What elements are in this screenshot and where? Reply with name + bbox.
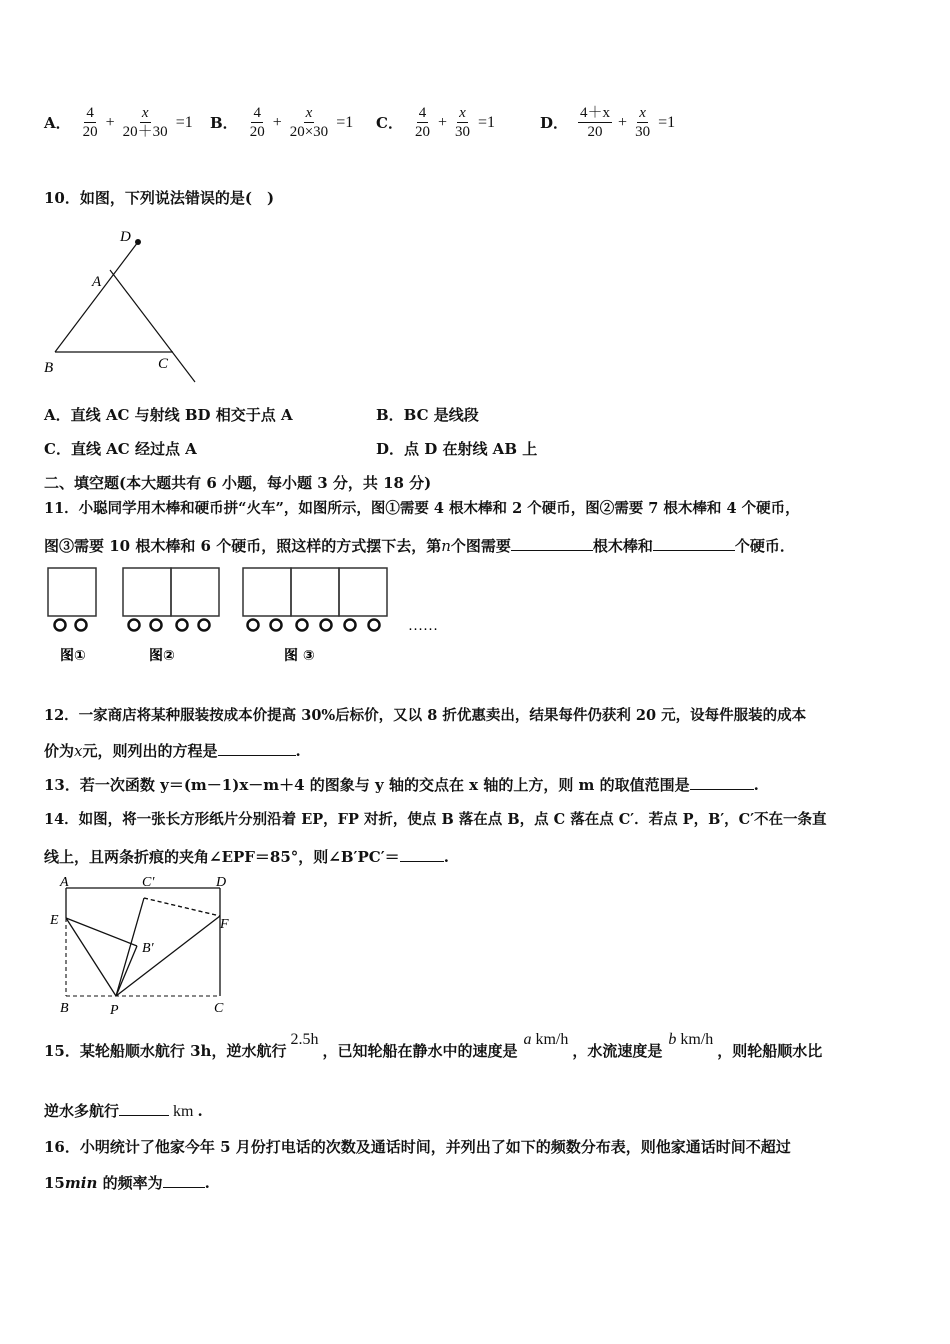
train-car [171,568,219,616]
label-c: C [214,1001,224,1016]
label-c: C [158,356,169,372]
section-heading: 二、填空题(本大题共有 6 小题，每小题 3 分，共 18 分) [44,474,432,492]
seg-eb [66,918,137,946]
fold-fp [116,916,220,996]
fraction: $\frac{4}{20}$ [249,105,265,140]
label-f: F [220,917,229,932]
q9-option-c: C． $\frac{4}{20}$ + $\frac{x}{30}$ =1 [376,105,496,140]
q10-figure [40,222,210,392]
ray-bd [55,242,138,352]
label-b-prime: B′ [142,941,154,956]
answer-blank[interactable] [119,1101,169,1116]
fraction: $\frac{x}{30}$ [454,105,470,140]
fraction: $\frac{4}{20}$ [414,105,430,140]
q10-stem: 10．如图，下列说法错误的是( ) [44,189,275,207]
option-label: A． [44,114,71,132]
answer-blank[interactable] [653,536,735,551]
label-p: P [110,1003,119,1018]
q13: 13．若一次函数 y＝(m－1)x－m＋4 的图象与 y 轴的交点在 x 轴的上方，则 m 的取值范围是 . [44,776,759,794]
seg-pc [116,898,144,996]
train-car [339,568,387,616]
coin [321,620,332,631]
line-ac [110,270,195,382]
coin [297,620,308,631]
q16-line2: 15min 的频率为 . [44,1174,210,1192]
label-b: B [60,1001,69,1016]
answer-blank[interactable] [400,847,444,862]
train-car [48,568,96,616]
fold-ep [66,918,116,996]
coin [271,620,282,631]
option-label: D． [540,114,569,132]
q10-option-c: C．直线 AC 经过点 A [44,440,197,458]
coin [369,620,380,631]
answer-blank[interactable] [690,775,754,790]
answer-blank[interactable] [163,1173,205,1188]
coin [151,620,162,631]
q9-option-b: B． $\frac{4}{20}$ + $\frac{x}{20\times 30}$ =1 [210,105,354,140]
coin [177,620,188,631]
fig-label-1: 图① [60,648,86,664]
q9-options [44,104,904,154]
q11-line1: 11．小聪同学用木棒和硬币拼“火车”，如图所示，图①需要 4 根木棒和 2 个硬币，图②需要 7 根木棒和 4 个硬币， [44,500,800,517]
q11-train-figure [40,562,460,670]
fig-label-2: 图② [149,648,175,664]
answer-blank[interactable] [511,536,593,551]
fraction: $\frac{4}{20}$ [82,105,98,140]
q11-line2: 图③需要 10 根木棒和 6 个硬币，照这样的方式摆下去，第n个图需要 根木棒和 个硬币． [44,537,795,555]
q14-line1: 14．如图，将一张长方形纸片分别沿着 EP，FP 对折，使点 B 落在点 B，点 C 落在点 C′．若点 P，B′，C′不在一条直 [44,811,827,828]
fraction: $\frac{4+x}{20}$ [580,105,611,140]
coin [248,620,259,631]
coin [76,620,87,631]
train-car [123,568,171,616]
fig-label-3: 图 ③ [284,648,315,664]
label-d: D [216,876,227,890]
q15-line2: 逆水多航行 km . [44,1102,203,1120]
ellipsis: …… [408,618,438,634]
q12-line2: 价为x元，则列出的方程是 . [44,742,301,760]
coin [129,620,140,631]
q10-option-a: A．直线 AC 与射线 BD 相交于点 A [44,406,293,424]
q14-line2: 线上，且两条折痕的夹角∠EPF＝85°，则∠B′PC′＝ . [44,848,449,866]
option-label: C． [376,114,403,132]
q15-line1: 15．某轮船顺水航行 3h，逆水航行2.5h，已知轮船在静水中的速度是a km/h，水流速度是b km/h，则轮船顺水比 [44,1031,823,1060]
q9-option-d: D． $\frac{4+x}{20}$ + $\frac{x}{30}$ =1 [540,105,676,140]
label-d: D [120,229,131,245]
fraction: $\frac{x}{20+30}$ [122,105,168,140]
seg-cf [144,898,220,916]
label-a: A [92,274,102,290]
answer-blank[interactable] [218,741,296,756]
q10-option-d: D．点 D 在射线 AB 上 [376,440,538,458]
label-e: E [50,913,59,928]
label-b: B [44,360,54,376]
q14-figure [44,876,244,1021]
label-c-prime: C′ [142,876,155,890]
q16-line1: 16．小明统计了他家今年 5 月份打电话的次数及通话时间，并列出了如下的频数分布表，则他家通话时间不超过 [44,1138,791,1156]
fraction: $\frac{x}{20\times 30}$ [289,105,329,140]
fraction: $\frac{x}{30}$ [635,105,651,140]
q9-option-a: A． $\frac{4}{20}$ + $\frac{x}{20+30}$ =1 [44,105,193,140]
point-d [135,239,141,245]
option-label: B． [210,114,238,132]
label-a: A [60,876,69,890]
q12-line1: 12．一家商店将某种服装按成本价提高 30%后标价，又以 8 折优惠卖出，结果每件仍获利 20 元，设每件服装的成本 [44,707,807,724]
q10-option-b: B．BC 是线段 [376,406,479,424]
coin [345,620,356,631]
coin [199,620,210,631]
coin [55,620,66,631]
train-car [291,568,339,616]
train-car [243,568,291,616]
